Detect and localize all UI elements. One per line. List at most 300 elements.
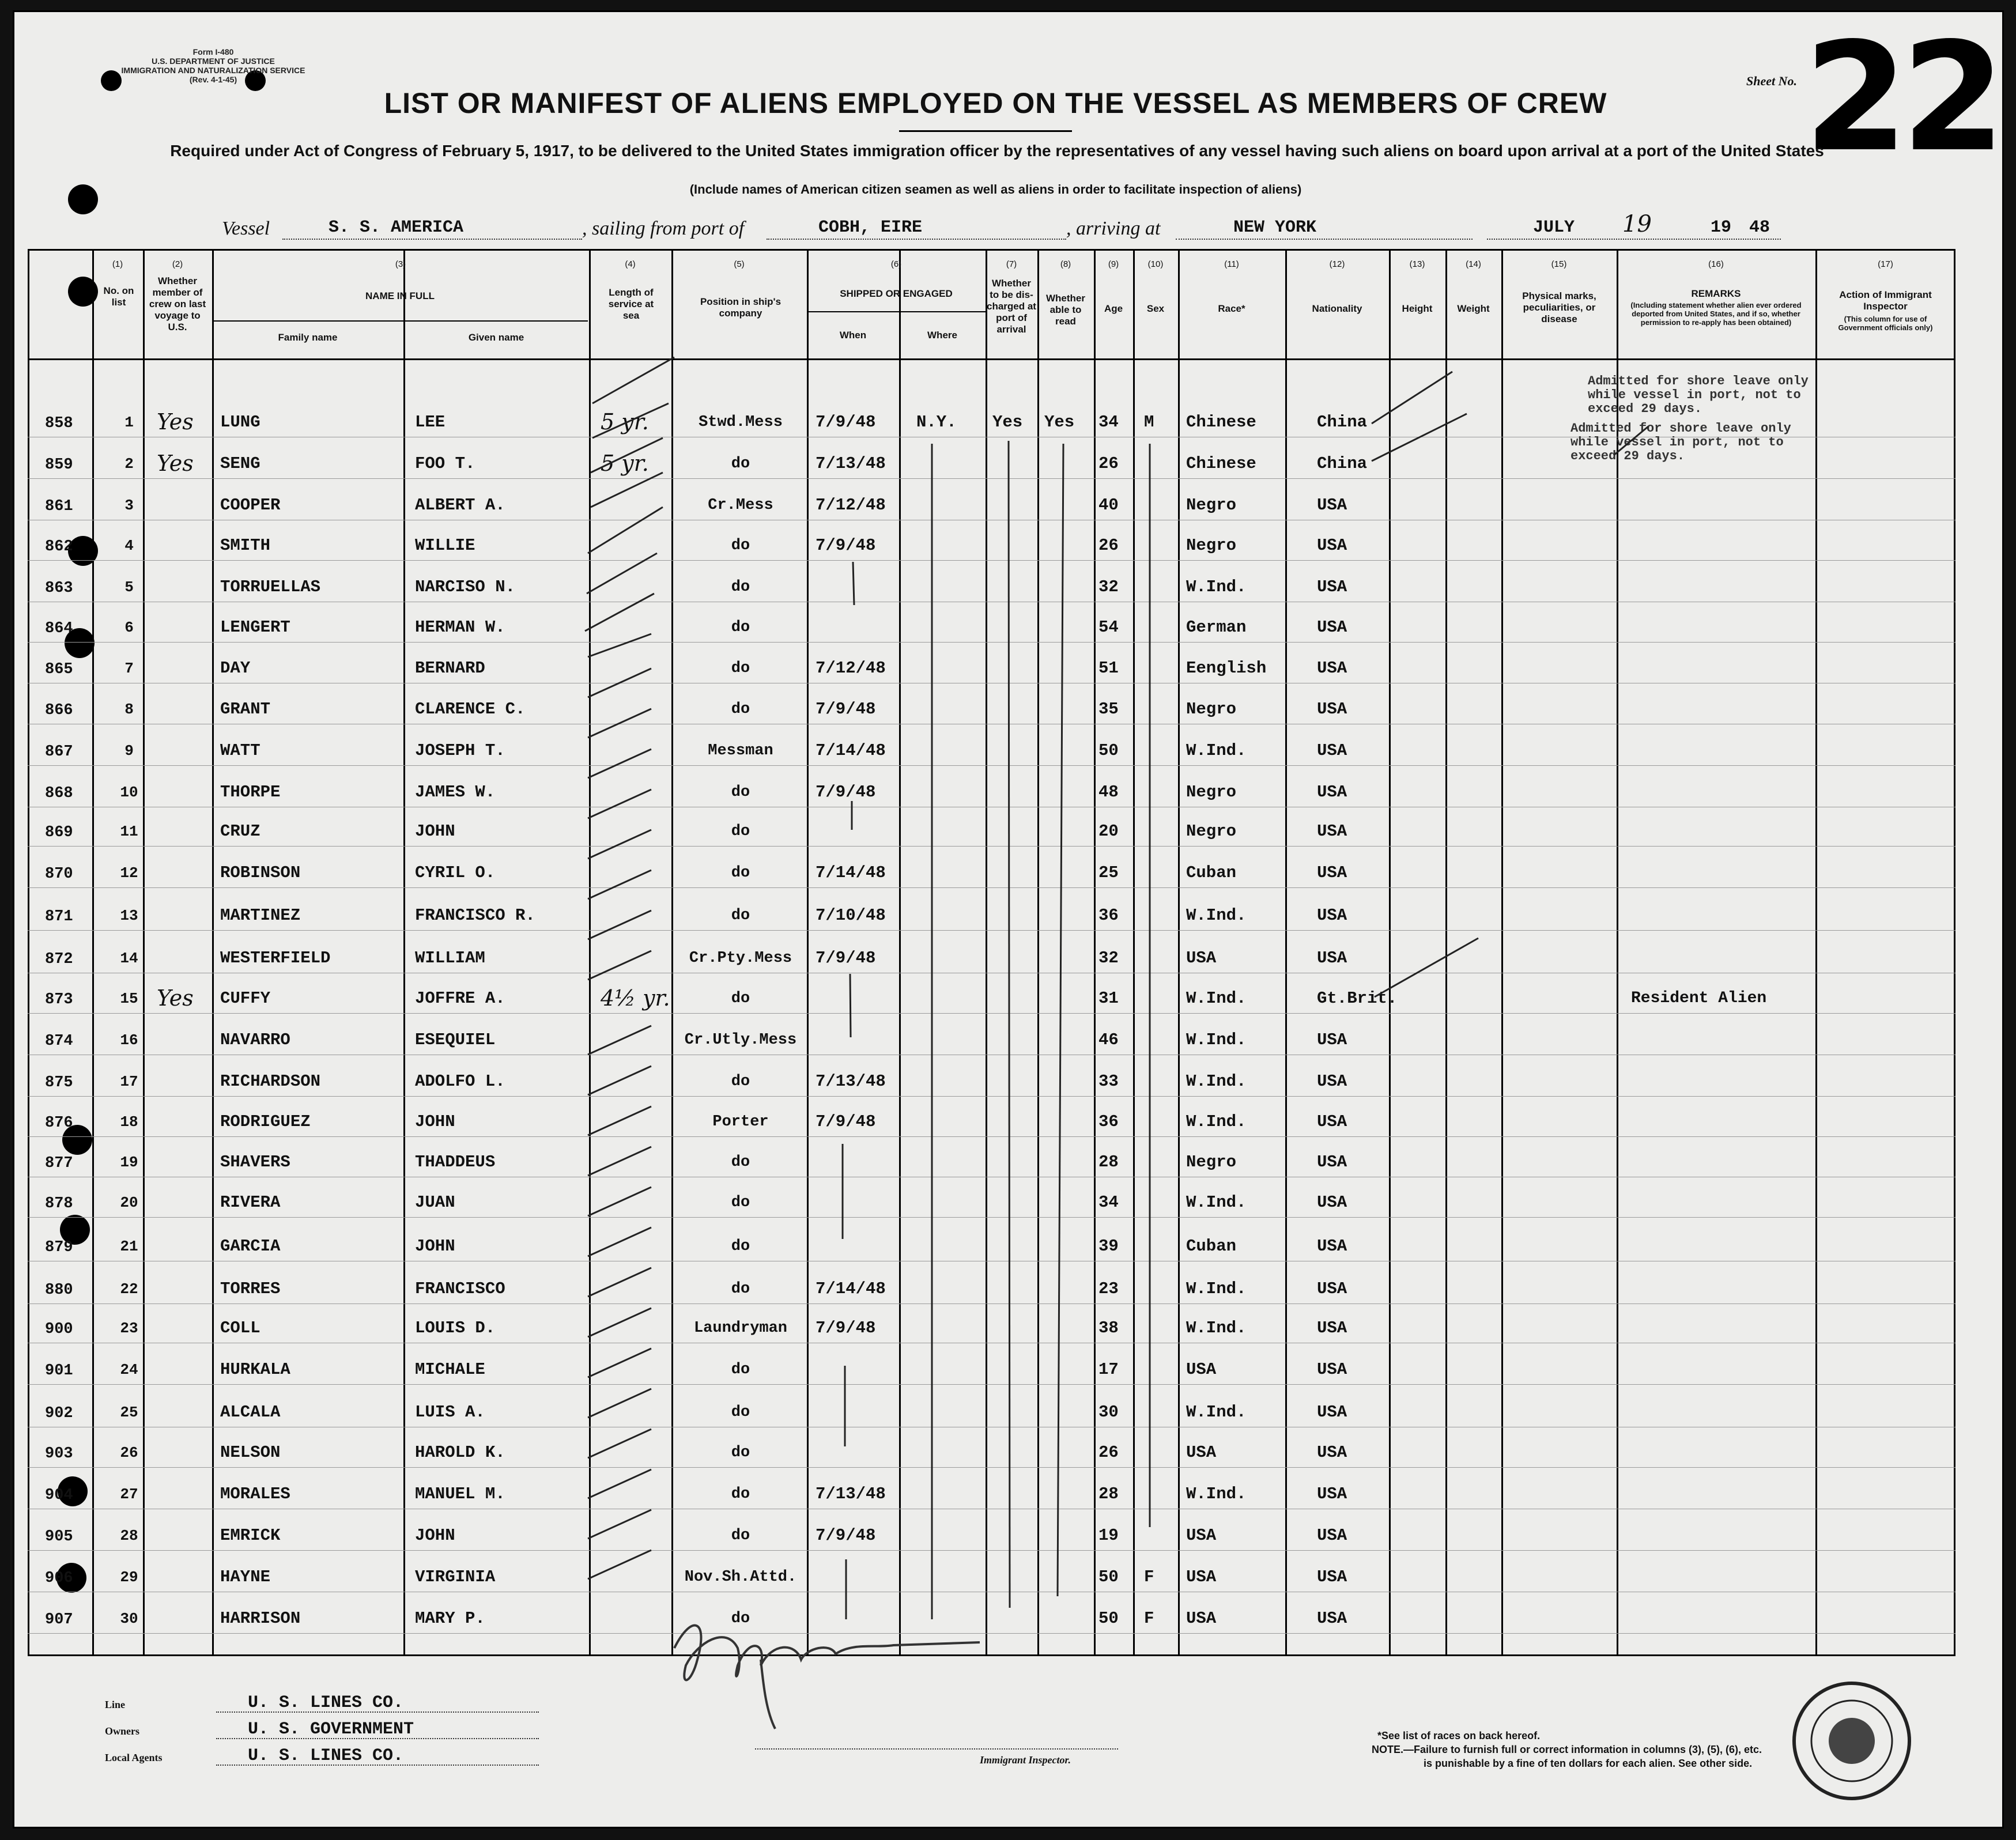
- margin-line-number: 874: [45, 1033, 73, 1050]
- no-on-list: 27: [120, 1486, 138, 1503]
- line-underline: [216, 1711, 539, 1713]
- colnum: (4): [625, 259, 636, 269]
- col-divider: [671, 249, 673, 1656]
- when-engaged: 7/9/48: [816, 949, 876, 968]
- col-divider: [1445, 249, 1447, 1656]
- family-name: GRANT: [220, 700, 271, 719]
- given-name: WILLIE: [415, 536, 475, 555]
- header-length-service: Length of service at sea: [608, 287, 654, 321]
- age: 32: [1098, 577, 1119, 596]
- margin-line-number: 872: [45, 951, 73, 968]
- nationality: USA: [1317, 659, 1347, 678]
- margin-line-number: 873: [45, 991, 73, 1008]
- no-on-list: 20: [120, 1194, 138, 1211]
- when-engaged: 7/12/48: [816, 659, 886, 678]
- position: do: [731, 1280, 750, 1298]
- arrival-year: 48: [1749, 218, 1770, 237]
- when-engaged: 7/14/48: [816, 863, 886, 882]
- family-name: EMRICK: [220, 1526, 281, 1545]
- no-on-list: 1: [124, 414, 134, 431]
- age: 19: [1098, 1526, 1119, 1545]
- position: do: [731, 537, 750, 554]
- colnum: (6): [890, 259, 902, 269]
- row-rule: [28, 560, 1955, 561]
- position: Cr.Utly.Mess: [684, 1032, 797, 1049]
- race: W.Ind.: [1186, 1072, 1247, 1091]
- margin-line-number: 900: [45, 1321, 73, 1338]
- given-name: LUIS A.: [415, 1403, 485, 1422]
- given-name: FRANCISCO R.: [415, 906, 535, 925]
- nationality: USA: [1317, 1443, 1347, 1462]
- when-engaged: 7/10/48: [816, 906, 886, 925]
- agents-underline: [216, 1765, 539, 1766]
- arrival-year-prefix: 19: [1711, 218, 1732, 237]
- colnum: (16): [1708, 259, 1724, 269]
- race: Negro: [1186, 822, 1237, 841]
- margin-line-number: 902: [45, 1405, 73, 1422]
- line-label: Line: [105, 1699, 126, 1710]
- length-of-service: 4½ yr.: [601, 985, 670, 1011]
- colnum: (10): [1147, 259, 1164, 269]
- margin-line-number: 864: [45, 620, 73, 637]
- position: do: [731, 1194, 750, 1211]
- no-on-list: 7: [124, 660, 134, 677]
- nationality: USA: [1317, 618, 1347, 637]
- margin-line-number: 880: [45, 1282, 73, 1299]
- no-on-list: 3: [124, 497, 134, 514]
- age: 34: [1098, 1193, 1119, 1212]
- margin-line-number: 858: [45, 415, 73, 432]
- family-name: COLL: [220, 1318, 261, 1338]
- position: do: [731, 701, 750, 718]
- owners-underline: [216, 1738, 539, 1739]
- margin-line-number: 870: [45, 866, 73, 883]
- position: do: [731, 619, 750, 636]
- no-on-list: 29: [120, 1569, 138, 1586]
- position: do: [731, 579, 750, 596]
- arrival-port: NEW YORK: [1233, 218, 1317, 237]
- age: 26: [1098, 454, 1119, 473]
- row-rule: [28, 1136, 1955, 1137]
- when-engaged: 7/14/48: [816, 1279, 886, 1298]
- row-rule: [28, 642, 1955, 643]
- margin-line-number: 905: [45, 1528, 73, 1546]
- race: USA: [1186, 1360, 1217, 1379]
- header-where: Where: [927, 330, 957, 341]
- col-divider: [589, 249, 591, 1656]
- margin-line-number: 866: [45, 702, 73, 719]
- margin-line-number: 869: [45, 824, 73, 841]
- header-nationality: Nationality: [1312, 303, 1362, 314]
- sex: F: [1144, 1567, 1154, 1586]
- no-on-list: 22: [120, 1280, 138, 1298]
- nationality: Gt.Brit.: [1317, 989, 1398, 1008]
- no-on-list: 17: [120, 1073, 138, 1090]
- family-name: LENGERT: [220, 618, 290, 637]
- header-height: Height: [1402, 303, 1433, 314]
- given-name: ADOLFO L.: [415, 1072, 505, 1091]
- margin-line-number: 903: [45, 1445, 73, 1463]
- position: do: [731, 455, 750, 473]
- row-rule: [28, 1013, 1955, 1014]
- revision: (Rev. 4-1-45): [189, 75, 237, 84]
- header-action-note: (This column for use of Government officials only): [1838, 315, 1933, 332]
- col-divider: [92, 249, 94, 1656]
- margin-line-number: 871: [45, 908, 73, 925]
- family-name: CRUZ: [220, 822, 261, 841]
- position: do: [731, 1486, 750, 1503]
- margin-line-number: 904: [45, 1487, 73, 1504]
- race: W.Ind.: [1186, 1193, 1247, 1212]
- no-on-list: 30: [120, 1610, 138, 1627]
- nationality: USA: [1317, 1484, 1347, 1503]
- vessel-label: Vessel: [222, 218, 270, 239]
- position: do: [731, 990, 750, 1007]
- given-name: JOFFRE A.: [415, 989, 505, 1008]
- row-rule: [28, 930, 1955, 931]
- page-title: LIST OR MANIFEST OF ALIENS EMPLOYED ON THE VESSEL AS MEMBERS OF CREW: [384, 87, 1607, 119]
- arrival-day: 19: [1622, 211, 1652, 237]
- race: W.Ind.: [1186, 741, 1247, 760]
- sex: M: [1144, 413, 1154, 432]
- nationality: USA: [1317, 906, 1347, 925]
- given-name: JOHN: [415, 1237, 455, 1256]
- nationality: USA: [1317, 1279, 1347, 1298]
- no-on-list: 4: [124, 537, 134, 554]
- race: Cuban: [1186, 863, 1237, 882]
- nationality: USA: [1317, 863, 1347, 882]
- given-name: JOHN: [415, 1112, 455, 1131]
- margin-line-number: 868: [45, 785, 73, 802]
- colnum: (11): [1224, 259, 1239, 269]
- margin-line-number: 877: [45, 1155, 73, 1172]
- vessel-name: S. S. AMERICA: [329, 218, 464, 237]
- header-weight: Weight: [1457, 303, 1490, 314]
- header-given-name: Given name: [468, 332, 524, 343]
- race: Chinese: [1186, 454, 1256, 473]
- colnum: (17): [1878, 259, 1893, 269]
- row-rule: [28, 1633, 1955, 1634]
- family-name: TORRES: [220, 1279, 281, 1298]
- header-name-in-full: NAME IN FULL: [365, 290, 435, 301]
- header-when: When: [839, 330, 867, 341]
- position: do: [731, 1404, 750, 1421]
- nationality: USA: [1317, 741, 1347, 760]
- position: do: [731, 864, 750, 882]
- race: USA: [1186, 1567, 1217, 1586]
- margin-line-number: 901: [45, 1362, 73, 1380]
- race: W.Ind.: [1186, 1403, 1247, 1422]
- family-name: MARTINEZ: [220, 906, 301, 925]
- col-divider: [1178, 249, 1180, 1656]
- age: 28: [1098, 1484, 1119, 1503]
- given-name: LOUIS D.: [415, 1318, 496, 1338]
- position: Cr.Mess: [708, 497, 773, 514]
- race: Negro: [1186, 700, 1237, 719]
- row-rule: [28, 1384, 1955, 1385]
- name-subheader-rule: [212, 320, 588, 322]
- no-on-list: 15: [120, 990, 138, 1007]
- header-able-read: Whether able to read: [1046, 293, 1085, 327]
- nationality: USA: [1317, 1193, 1347, 1212]
- shore-leave-remark: [1588, 375, 1809, 416]
- header-shipped-engaged: SHIPPED OR ENGAGED: [840, 288, 953, 299]
- col-divider: [1389, 249, 1391, 1656]
- race: W.Ind.: [1186, 989, 1247, 1008]
- sheet-label: Sheet No.: [1746, 74, 1797, 88]
- margin-line-number: 878: [45, 1195, 73, 1212]
- inspector-label: Immigrant Inspector.: [980, 1754, 1071, 1766]
- no-on-list: 13: [120, 907, 138, 924]
- position: Nov.Sh.Attd.: [684, 1569, 797, 1586]
- remark-line: exceed 29 days.: [1588, 402, 1702, 416]
- given-name: NARCISO N.: [415, 577, 516, 596]
- no-on-list: 23: [120, 1320, 138, 1337]
- header-action: Action of Immigrant Inspector: [1839, 289, 1932, 312]
- page-subnote: (Include names of American citizen seamen as well as aliens in order to facilitate inspection of aliens): [689, 182, 1302, 197]
- row-rule: [28, 887, 1955, 888]
- penalty-note-1: NOTE.—Failure to furnish full or correct information in columns (3), (5), (6), etc.: [1372, 1744, 1762, 1755]
- colnum: (9): [1108, 259, 1119, 269]
- when-engaged: 7/9/48: [816, 700, 876, 719]
- age: 36: [1098, 1112, 1119, 1131]
- nationality: USA: [1317, 783, 1347, 802]
- nationality: USA: [1317, 536, 1347, 555]
- family-name: DAY: [220, 659, 251, 678]
- nationality: USA: [1317, 1030, 1347, 1049]
- given-name: MANUEL M.: [415, 1484, 505, 1503]
- race: W.Ind.: [1186, 1279, 1247, 1298]
- given-name: JUAN: [415, 1193, 455, 1212]
- family-name: HURKALA: [220, 1360, 290, 1379]
- family-name: SENG: [220, 454, 261, 473]
- sex: F: [1144, 1609, 1154, 1628]
- race: USA: [1186, 1443, 1217, 1462]
- position: Stwd.Mess: [699, 414, 783, 431]
- arrival-month: JULY: [1533, 218, 1575, 237]
- last-voyage-mark: Yes: [157, 451, 194, 476]
- race: Chinese: [1186, 413, 1256, 432]
- position: Porter: [712, 1113, 769, 1131]
- given-name: BERNARD: [415, 659, 485, 678]
- age: 35: [1098, 700, 1119, 719]
- department: U.S. DEPARTMENT OF JUSTICE: [152, 56, 275, 66]
- margin-line-number: 875: [45, 1074, 73, 1091]
- colnum: (14): [1466, 259, 1481, 269]
- when-engaged: 7/9/48: [816, 1318, 876, 1338]
- col-divider: [1133, 249, 1135, 1656]
- age: 54: [1098, 618, 1119, 637]
- family-name: HARRISON: [220, 1609, 301, 1628]
- family-name: CUFFY: [220, 989, 271, 1008]
- remark-line: Admitted for shore leave only: [1570, 421, 1791, 436]
- penalty-note-2: is punishable by a fine of ten dollars for each alien. See other side.: [1424, 1758, 1753, 1769]
- age: 32: [1098, 949, 1119, 968]
- sheet-number: 22: [1804, 11, 1999, 185]
- when-engaged: 7/13/48: [816, 1072, 886, 1091]
- position: do: [731, 1361, 750, 1378]
- colnum: (1): [112, 259, 123, 269]
- when-engaged: 7/9/48: [816, 1526, 876, 1545]
- shipped-subheader-rule: [807, 311, 986, 312]
- race: W.Ind.: [1186, 1318, 1247, 1338]
- sailing-label: , sailing from port of: [582, 218, 745, 239]
- arrival-underline: [1176, 239, 1473, 240]
- nationality: USA: [1317, 1403, 1347, 1422]
- form-number: Form I-480: [192, 47, 234, 56]
- row-rule: [28, 1550, 1955, 1551]
- margin-line-number: 879: [45, 1239, 73, 1256]
- when-engaged: 7/9/48: [816, 413, 876, 432]
- age: 25: [1098, 863, 1119, 882]
- colnum: (13): [1409, 259, 1425, 269]
- race: W.Ind.: [1186, 1030, 1247, 1049]
- given-name: JOHN: [415, 1526, 455, 1545]
- nationality: USA: [1317, 822, 1347, 841]
- remarks: Resident Alien: [1631, 989, 1767, 1007]
- header-remarks: REMARKS: [1691, 288, 1741, 299]
- when-engaged: 7/12/48: [816, 496, 886, 515]
- family-name: NELSON: [220, 1443, 281, 1462]
- remark-line: while vessel in port, not to: [1570, 435, 1784, 449]
- when-engaged: 7/9/48: [816, 536, 876, 555]
- margin-line-number: 862: [45, 538, 73, 556]
- last-voyage-mark: Yes: [157, 985, 194, 1011]
- age: 30: [1098, 1403, 1119, 1422]
- family-name: COOPER: [220, 496, 281, 515]
- no-on-list: 12: [120, 864, 138, 882]
- position: Laundryman: [693, 1320, 788, 1337]
- colnum: (5): [734, 259, 745, 269]
- title-underline: [899, 130, 1072, 132]
- age: 39: [1098, 1237, 1119, 1256]
- to-be-discharged: Yes: [992, 413, 1023, 432]
- race: Negro: [1186, 496, 1237, 515]
- given-name: JOSEPH T.: [415, 741, 505, 760]
- colnum: (3): [395, 259, 406, 269]
- margin-line-number: 907: [45, 1611, 73, 1629]
- position: do: [731, 1154, 750, 1171]
- nationality: USA: [1317, 1609, 1347, 1628]
- race: USA: [1186, 1609, 1217, 1628]
- nationality: USA: [1317, 1072, 1347, 1091]
- age: 28: [1098, 1153, 1119, 1172]
- no-on-list: 26: [120, 1444, 138, 1461]
- family-name: ROBINSON: [220, 863, 301, 882]
- agents-value: U. S. LINES CO.: [248, 1746, 404, 1766]
- header-physical-marks: Physical marks, peculiarities, or disease: [1522, 290, 1596, 324]
- position: Messman: [708, 742, 773, 760]
- last-voyage-mark: Yes: [157, 409, 194, 435]
- margin-line-number: 865: [45, 661, 73, 678]
- age: 50: [1098, 1567, 1119, 1586]
- margin-line-number: 876: [45, 1114, 73, 1132]
- no-on-list: 5: [124, 579, 134, 596]
- no-on-list: 2: [124, 455, 134, 473]
- no-on-list: 9: [124, 742, 134, 760]
- nationality: USA: [1317, 1526, 1347, 1545]
- port-of-departure: COBH, EIRE: [818, 218, 923, 237]
- race: German: [1186, 618, 1247, 637]
- when-engaged: 7/9/48: [816, 1112, 876, 1131]
- page-subtitle: Required under Act of Congress of February 5, 1917, to be delivered to the United States immigration officer by the representatives of any vessel having such aliens on board upon arrival at a port of the United States: [170, 142, 1824, 160]
- header-no-on-list: No. on list: [103, 285, 134, 308]
- shore-leave-remark: [1570, 422, 1791, 463]
- no-on-list: 11: [120, 823, 138, 840]
- where-engaged: N.Y.: [916, 413, 957, 432]
- col-divider: [986, 249, 987, 1656]
- family-name: ALCALA: [220, 1403, 281, 1422]
- position: do: [731, 1238, 750, 1255]
- line-value: U. S. LINES CO.: [248, 1693, 404, 1713]
- age: 38: [1098, 1318, 1119, 1338]
- position: do: [731, 907, 750, 924]
- race: Negro: [1186, 536, 1237, 555]
- when-engaged: 7/14/48: [816, 741, 886, 760]
- family-name: WATT: [220, 741, 261, 760]
- family-name: SHAVERS: [220, 1153, 290, 1172]
- form-identifier: [92, 47, 334, 84]
- family-name: THORPE: [220, 783, 281, 802]
- no-on-list: 21: [120, 1238, 138, 1255]
- owners-value: U. S. GOVERNMENT: [248, 1720, 414, 1739]
- race: Negro: [1186, 783, 1237, 802]
- age: 20: [1098, 822, 1119, 841]
- colnum: (2): [172, 259, 183, 269]
- col-divider: [212, 249, 214, 1656]
- age: 40: [1098, 496, 1119, 515]
- nationality: USA: [1317, 700, 1347, 719]
- age: 23: [1098, 1279, 1119, 1298]
- age: 26: [1098, 536, 1119, 555]
- age: 33: [1098, 1072, 1119, 1091]
- service: IMMIGRATION AND NATURALIZATION SERVICE: [121, 66, 305, 75]
- family-name: MORALES: [220, 1484, 290, 1503]
- position: do: [731, 660, 750, 677]
- no-on-list: 19: [120, 1154, 138, 1171]
- position: do: [731, 1073, 750, 1090]
- margin-line-number: 859: [45, 456, 73, 474]
- no-on-list: 8: [124, 701, 134, 718]
- col-divider: [1501, 249, 1503, 1656]
- race: W.Ind.: [1186, 577, 1247, 596]
- remark-line: while vessel in port, not to: [1588, 388, 1801, 402]
- header-age: Age: [1104, 303, 1123, 314]
- inspector-signature-line: [755, 1748, 1118, 1750]
- age: 26: [1098, 1443, 1119, 1462]
- header-position: Position in ship's company: [700, 296, 782, 319]
- margin-line-number: 861: [45, 498, 73, 515]
- col-divider: [1037, 249, 1039, 1656]
- age: 51: [1098, 659, 1119, 678]
- nationality: USA: [1317, 1237, 1347, 1256]
- header-bottom-rule: [28, 358, 1955, 360]
- row-rule: [28, 1467, 1955, 1468]
- given-name: CYRIL O.: [415, 863, 496, 882]
- given-name: JAMES W.: [415, 783, 496, 802]
- family-name: RIVERA: [220, 1193, 281, 1212]
- given-name: LEE: [415, 413, 446, 432]
- length-of-service: 5 yr.: [601, 451, 649, 476]
- nationality: USA: [1317, 577, 1347, 596]
- margin-line-number: 906: [45, 1570, 73, 1587]
- race: USA: [1186, 1526, 1217, 1545]
- given-name: HAROLD K.: [415, 1443, 505, 1462]
- age: 46: [1098, 1030, 1119, 1049]
- date-underline: [1487, 239, 1781, 240]
- position: do: [731, 1527, 750, 1544]
- no-on-list: 10: [120, 784, 138, 801]
